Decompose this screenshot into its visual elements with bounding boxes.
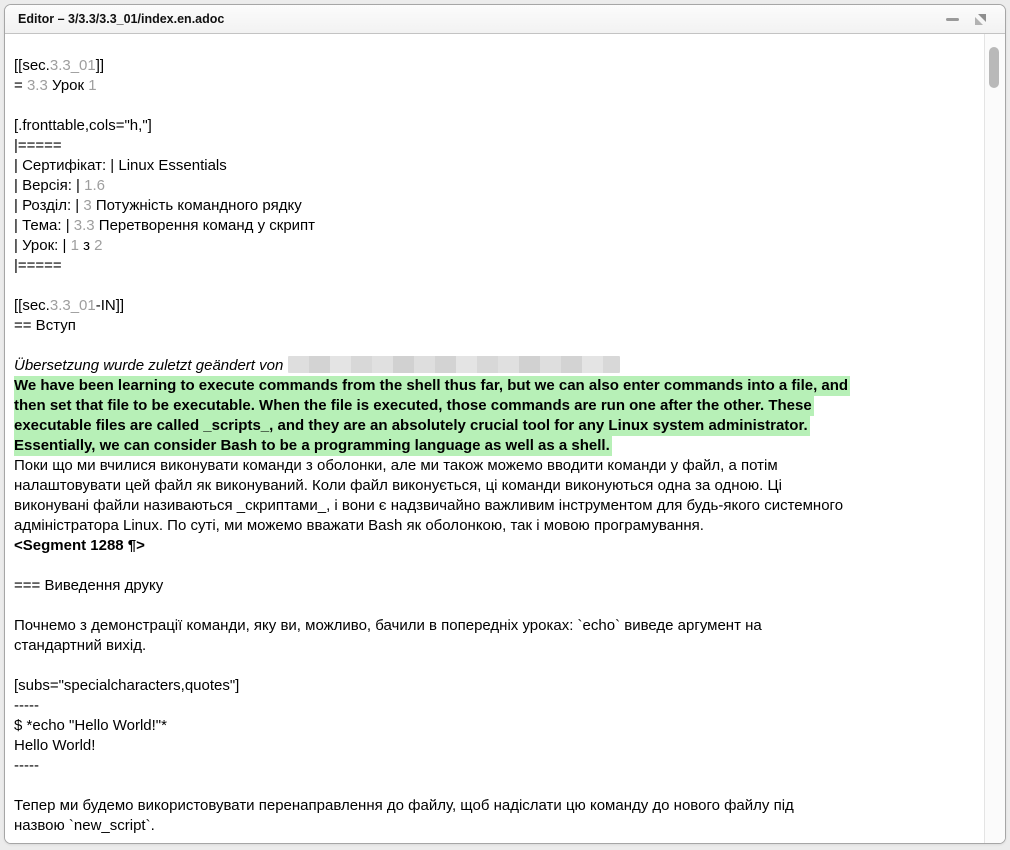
text-segment: executable files are called _scripts_, and they are an absolutely crucial tool for any Linux system administrator.: [14, 417, 808, 434]
editor-line: [14, 296, 985, 316]
editor-line: [14, 76, 985, 96]
editor-line: [14, 576, 985, 596]
editor-line: [14, 436, 985, 456]
text-segment: [subs="specialcharacters,quotes"]: [14, 677, 240, 694]
text-segment: виконувані файли називаються _скриптами_, і вони є надзвичайно важливим інструментом для будь-якого системного: [14, 497, 844, 514]
text-segment: 3.3_01: [49, 57, 96, 74]
editor-line: [14, 176, 985, 196]
text-segment: <Segment 1288 ¶>: [14, 537, 145, 554]
text-segment: === Виведення друку: [14, 577, 164, 594]
editor-line: [14, 336, 985, 356]
text-segment: Essentially, we can consider Bash to be a programming language as well as a shell.: [14, 437, 610, 454]
editor-line: [14, 676, 985, 696]
editor-line: [14, 696, 985, 716]
text-segment: Übersetzung wurde zuletzt geändert von: [14, 357, 288, 374]
text-segment: |=====: [14, 137, 62, 154]
editor-line: [14, 736, 985, 756]
text-segment: 3.3: [26, 77, 48, 94]
text-segment: then set that file to be executable. When the file is executed, those commands are run one after the other. These: [14, 397, 812, 414]
text-segment: Тепер ми будемо використовувати перенаправлення до файлу, щоб надіслати цю команду до нового файлу під: [14, 797, 794, 814]
text-segment: [[sec.: [14, 57, 50, 74]
text-segment: [.fronttable,cols="h,"]: [14, 117, 152, 134]
editor-line: [14, 776, 985, 796]
scrollbar-thumb[interactable]: [989, 47, 999, 88]
text-segment: ]]: [95, 57, 105, 74]
text-segment: 3: [83, 197, 92, 214]
editor-line: [14, 156, 985, 176]
editor-line: [14, 656, 985, 676]
editor-line: [14, 276, 985, 296]
text-segment: назвою `new_script`.: [14, 817, 155, 834]
text-segment: | Сертифікат: | Linux Essentials: [14, 157, 227, 174]
text-segment: We have been learning to execute commands from the shell thus far, but we can also enter commands into a file, and: [14, 377, 849, 394]
minimize-button[interactable]: [943, 10, 961, 28]
restore-icon: [974, 13, 987, 26]
editor-pane-body: [5, 34, 1005, 843]
editor-content[interactable]: [5, 34, 985, 843]
text-segment: | Урок: |: [14, 237, 71, 254]
text-segment: |=====: [14, 257, 62, 274]
editor-line: [14, 596, 985, 616]
text-segment: Перетворення команд у скрипт: [94, 217, 316, 234]
text-segment: 1: [70, 237, 79, 254]
text-segment: Урок: [47, 77, 89, 94]
text-segment: 1: [88, 77, 97, 94]
editor-line: [14, 516, 985, 536]
editor-line: [14, 56, 985, 76]
text-segment: | Версія: |: [14, 177, 85, 194]
text-segment: адміністратора Linux. По суті, ми можемо вважати Bash як оболонкою, так і мовою програмування.: [14, 517, 704, 534]
editor-line: [14, 356, 985, 376]
text-segment: Hello World!: [14, 737, 96, 754]
editor-line: [14, 116, 985, 136]
editor-line: [14, 796, 985, 816]
redacted-author-name: [288, 356, 620, 373]
editor-line: [14, 376, 985, 396]
text-segment: -IN]]: [95, 297, 125, 314]
editor-line: [14, 716, 985, 736]
text-segment: Почнемо з демонстрації команди, яку ви, можливо, бачили в попередніх уроках: `echo` виведе аргумент на: [14, 617, 762, 634]
text-segment: 3.3_01: [49, 297, 96, 314]
editor-line: [14, 196, 985, 216]
editor-line: [14, 316, 985, 336]
text-segment: стандартний вихід.: [14, 637, 147, 654]
editor-window: [4, 4, 1006, 844]
editor-line: [14, 536, 985, 556]
text-segment: | Тема: |: [14, 217, 74, 234]
text-segment: | Розділ: |: [14, 197, 84, 214]
text-segment: 3.3: [73, 217, 95, 234]
editor-line: [14, 456, 985, 476]
editor-line: [14, 616, 985, 636]
text-segment: з: [78, 237, 95, 254]
text-segment: 2: [94, 237, 103, 254]
text-segment: налаштовувати цей файл як виконуваний. Коли файл виконується, ці команди виконуються одна за одною. Ці: [14, 477, 782, 494]
text-segment: 1.6: [84, 177, 105, 194]
editor-line: [14, 236, 985, 256]
text-segment: $ *echo "Hello World!"*: [14, 717, 167, 734]
editor-line: [14, 816, 985, 836]
editor-line: [14, 396, 985, 416]
editor-line: [14, 96, 985, 116]
editor-line: [14, 216, 985, 236]
vertical-scrollbar[interactable]: [984, 34, 1005, 843]
editor-pane-titlebar[interactable]: [5, 5, 1005, 34]
editor-line: [14, 636, 985, 656]
editor-line: [14, 476, 985, 496]
minimize-icon: [946, 18, 959, 21]
text-segment: Поки що ми вчилися виконувати команди з оболонки, але ми також можемо вводити команди у файл, а потім: [14, 457, 778, 474]
editor-line: [14, 556, 985, 576]
editor-line: [14, 496, 985, 516]
editor-line: [14, 256, 985, 276]
text-segment: Потужність командного рядку: [91, 197, 302, 214]
editor-line: [14, 136, 985, 156]
text-segment: [[sec.: [14, 297, 50, 314]
text-segment: -----: [14, 697, 39, 714]
text-segment: -----: [14, 757, 39, 774]
editor-line: [14, 416, 985, 436]
text-segment: == Вступ: [14, 317, 76, 334]
pane-title: Editor – 3/3.3/3.3_01/index.en.adoc: [18, 12, 225, 26]
restore-button[interactable]: [971, 10, 989, 28]
editor-line: [14, 756, 985, 776]
text-segment: =: [14, 77, 27, 94]
